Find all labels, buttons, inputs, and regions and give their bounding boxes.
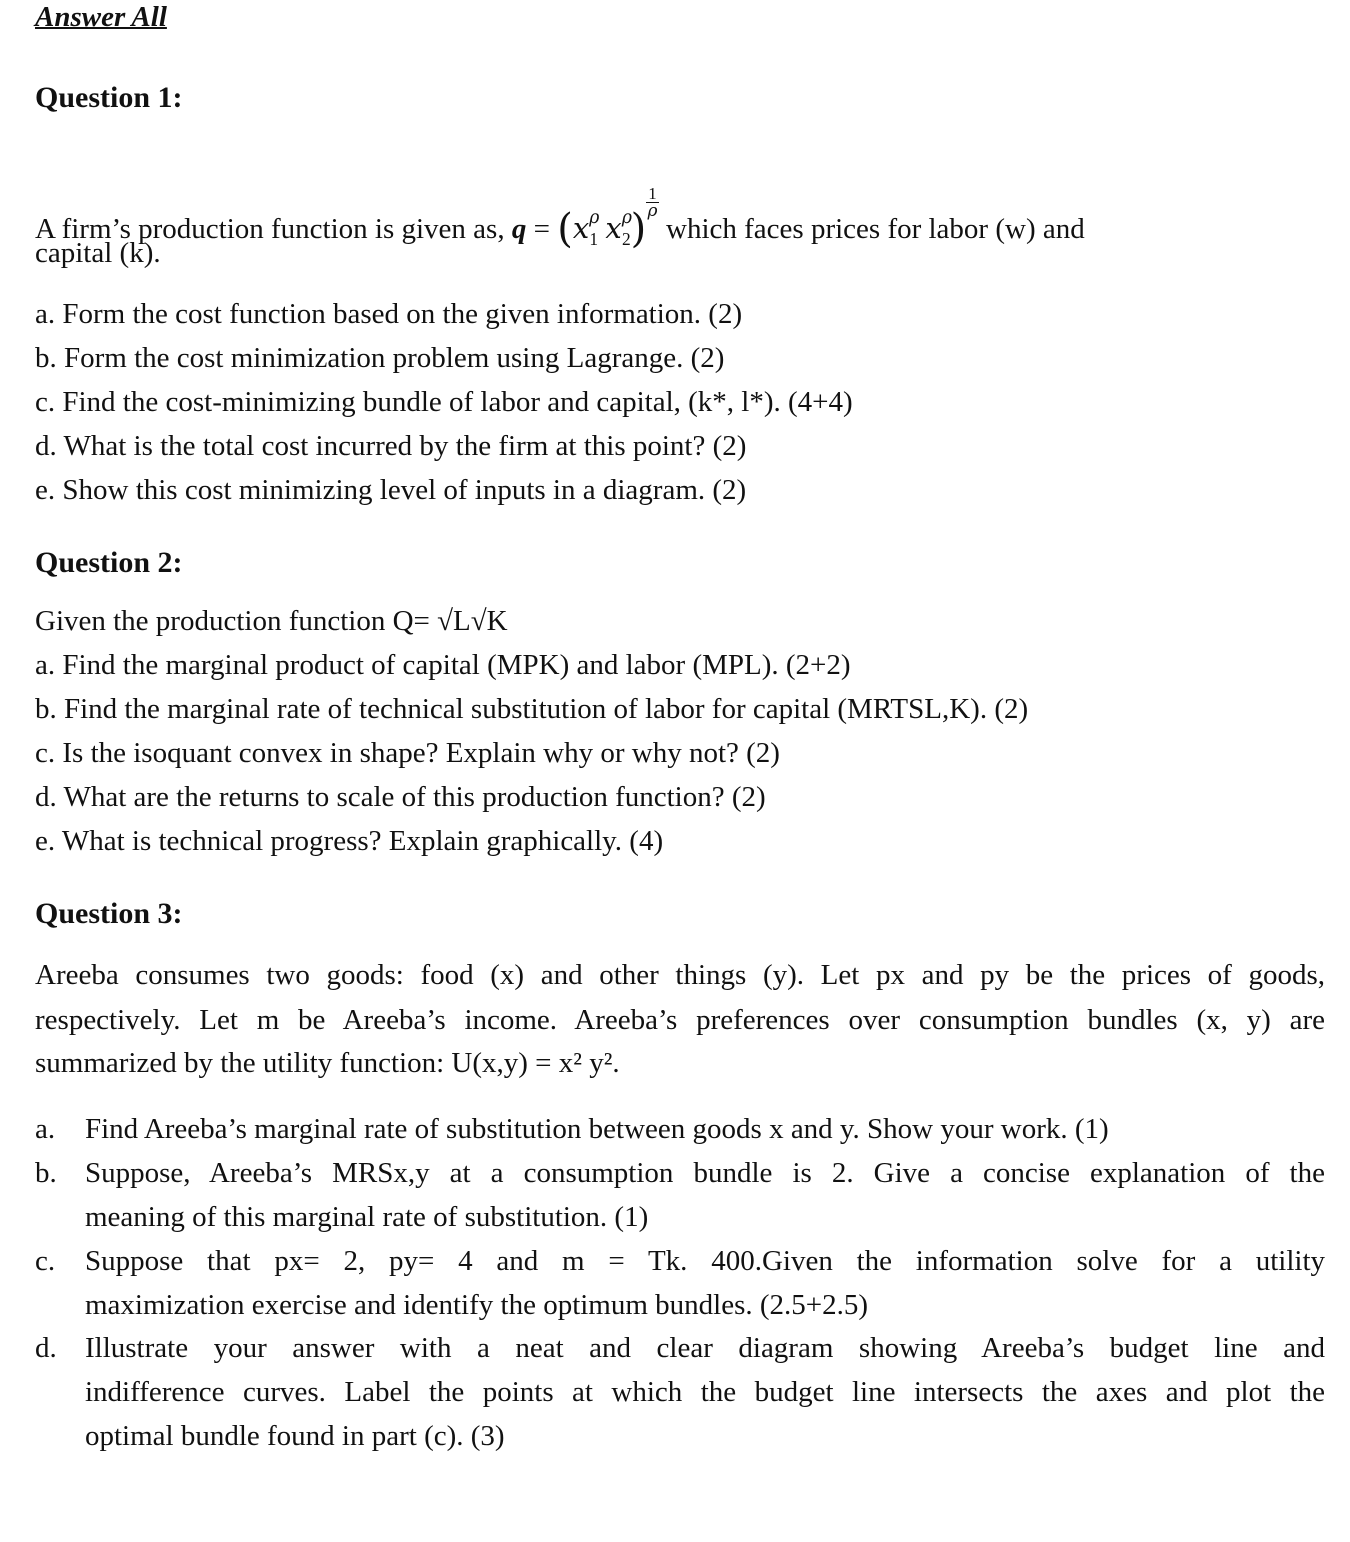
production-function-formula: $q = (x_{\rho 1}$ $x_{\rho 2}$) $\frac{1}{\rho}$ bbox=[511, 184, 658, 252]
q1-item-d: d. What is the total cost incurred by the firm at this point? (2) bbox=[35, 430, 747, 462]
q1-item-e: e. Show this cost minimizing level of inputs in a diagram. (2) bbox=[35, 474, 747, 506]
question-3-intro-line-3: summarized by the utility function: U(x,y) = x² y². bbox=[35, 1047, 620, 1079]
question-3-heading: Question 3: bbox=[35, 897, 183, 930]
q1-item-a: a. Form the cost function based on the given information. (2) bbox=[35, 298, 743, 330]
question-3-intro-line-2: respectively. Let m be Areeba’s income. Areeba’s preferences over consumption bundles (x, y) are bbox=[35, 1004, 1325, 1036]
question-1-intro-start: A firm’s production function is given as, bbox=[35, 213, 505, 245]
q3-item-c-label: c. bbox=[35, 1245, 56, 1277]
question-3-intro-line-1: Areeba consumes two goods: food (x) and other things (y). Let px and py be the prices of goods, bbox=[35, 959, 1325, 991]
q3-item-d-line-3: optimal bundle found in part (c). (3) bbox=[85, 1420, 505, 1452]
q3-item-d-line-2: indifference curves. Label the points at which the budget line intersects the axes and plot the bbox=[85, 1376, 1325, 1408]
q3-item-d-label: d. bbox=[35, 1332, 57, 1364]
q2-item-a: a. Find the marginal product of capital (MPK) and labor (MPL). (2+2) bbox=[35, 649, 851, 681]
q3-item-b-line-1: Suppose, Areeba’s MRSx,y at a consumption bundle is 2. Give a concise explanation of the bbox=[85, 1157, 1325, 1189]
q3-item-a-line-1: Find Areeba’s marginal rate of substitution between goods x and y. Show your work. (1) bbox=[85, 1113, 1109, 1145]
q3-item-d-line-1: Illustrate your answer with a neat and clear diagram showing Areeba’s budget line and bbox=[85, 1332, 1325, 1364]
question-2-intro: Given the production function Q= √L√K bbox=[35, 605, 508, 637]
question-1-intro bbox=[35, 186, 1325, 257]
page-title: Answer All bbox=[35, 1, 167, 33]
q3-item-b-line-2: meaning of this marginal rate of substitution. (1) bbox=[85, 1201, 649, 1233]
q3-item-b-label: b. bbox=[35, 1157, 57, 1189]
q2-item-b: b. Find the marginal rate of technical substitution of labor for capital (MRTSL,K). (2) bbox=[35, 693, 1029, 725]
question-2-heading: Question 2: bbox=[35, 546, 183, 579]
question-1-intro-end: which faces prices for labor (w) and bbox=[666, 213, 1085, 245]
q2-item-e: e. What is technical progress? Explain graphically. (4) bbox=[35, 825, 664, 857]
q2-item-d: d. What are the returns to scale of this production function? (2) bbox=[35, 781, 766, 813]
q1-item-c: c. Find the cost-minimizing bundle of labor and capital, (k*, l*). (4+4) bbox=[35, 386, 853, 418]
q3-item-c-line-1: Suppose that px= 2, py= 4 and m = Tk. 400.Given the information solve for a utility bbox=[85, 1245, 1325, 1277]
q2-item-c: c. Is the isoquant convex in shape? Explain why or why not? (2) bbox=[35, 737, 780, 769]
q3-item-c-line-2: maximization exercise and identify the optimum bundles. (2.5+2.5) bbox=[85, 1289, 869, 1321]
q3-item-a-label: a. bbox=[35, 1113, 56, 1145]
question-1-intro-cont: capital (k). bbox=[35, 237, 161, 269]
question-1-heading: Question 1: bbox=[35, 81, 183, 114]
q1-item-b: b. Form the cost minimization problem using Lagrange. (2) bbox=[35, 342, 725, 374]
